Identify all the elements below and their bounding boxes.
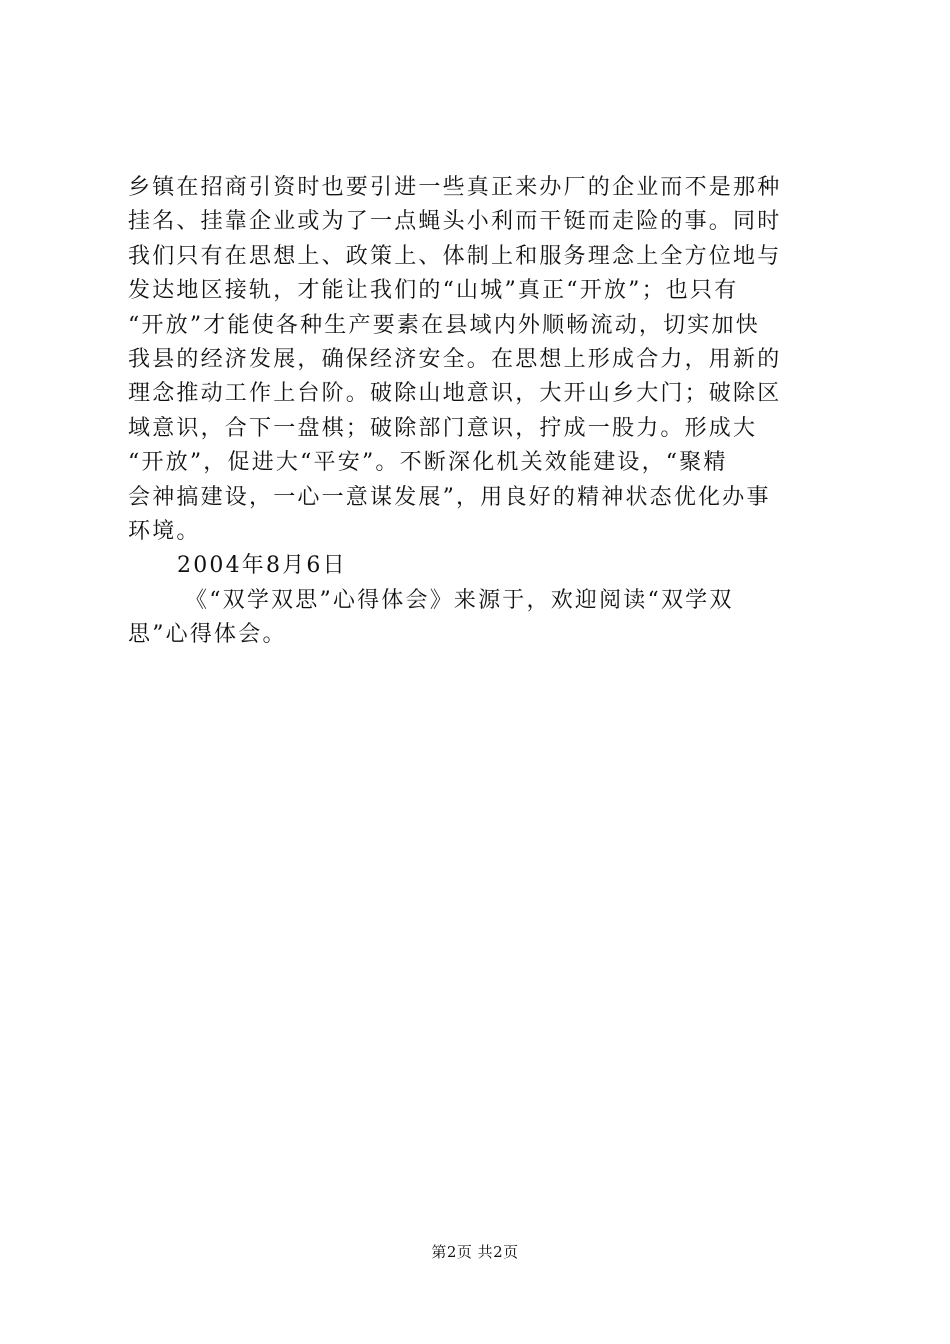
body-line: 我们只有在思想上、政策上、体制上和服务理念上全方位地与 — [128, 243, 782, 269]
document-date: 2004年8月6日 — [177, 553, 347, 579]
body-line: 发达地区接轨，才能让我们的“山城”真正“开放”；也只有 — [128, 278, 739, 304]
page-number-footer: 第2页 共2页 — [431, 1243, 519, 1261]
body-line: “开放”才能使各种生产要素在县域内外顺畅流动，切实加快 — [128, 312, 760, 338]
body-line: 会神搞建设，一心一意谋发展”，用良好的精神状态优化办事 — [128, 484, 771, 510]
document-body — [128, 171, 828, 652]
body-line: 挂名、挂靠企业或为了一点蝇头小利而干铤而走险的事。同时 — [128, 209, 782, 235]
source-note-line: 思”心得体会。 — [128, 622, 287, 648]
body-line: 我县的经济发展，确保经济安全。在思想上形成合力，用新的 — [128, 346, 782, 372]
body-line: 域意识，合下一盘棋；破除部门意识，拧成一股力。形成大 — [128, 415, 758, 441]
body-line: 环境。 — [128, 518, 201, 544]
body-line: “开放”，促进大“平安”。不断深化机关效能建设，“聚精 — [128, 450, 728, 476]
body-line: 理念推动工作上台阶。破除山地意识，大开山乡大门；破除区 — [128, 381, 782, 407]
source-note-line: 《“双学双思”心得体会》来源于，欢迎阅读“双学双 — [185, 587, 734, 613]
body-line: 乡镇在招商引资时也要引进一些真正来办厂的企业而不是那种 — [128, 175, 782, 200]
